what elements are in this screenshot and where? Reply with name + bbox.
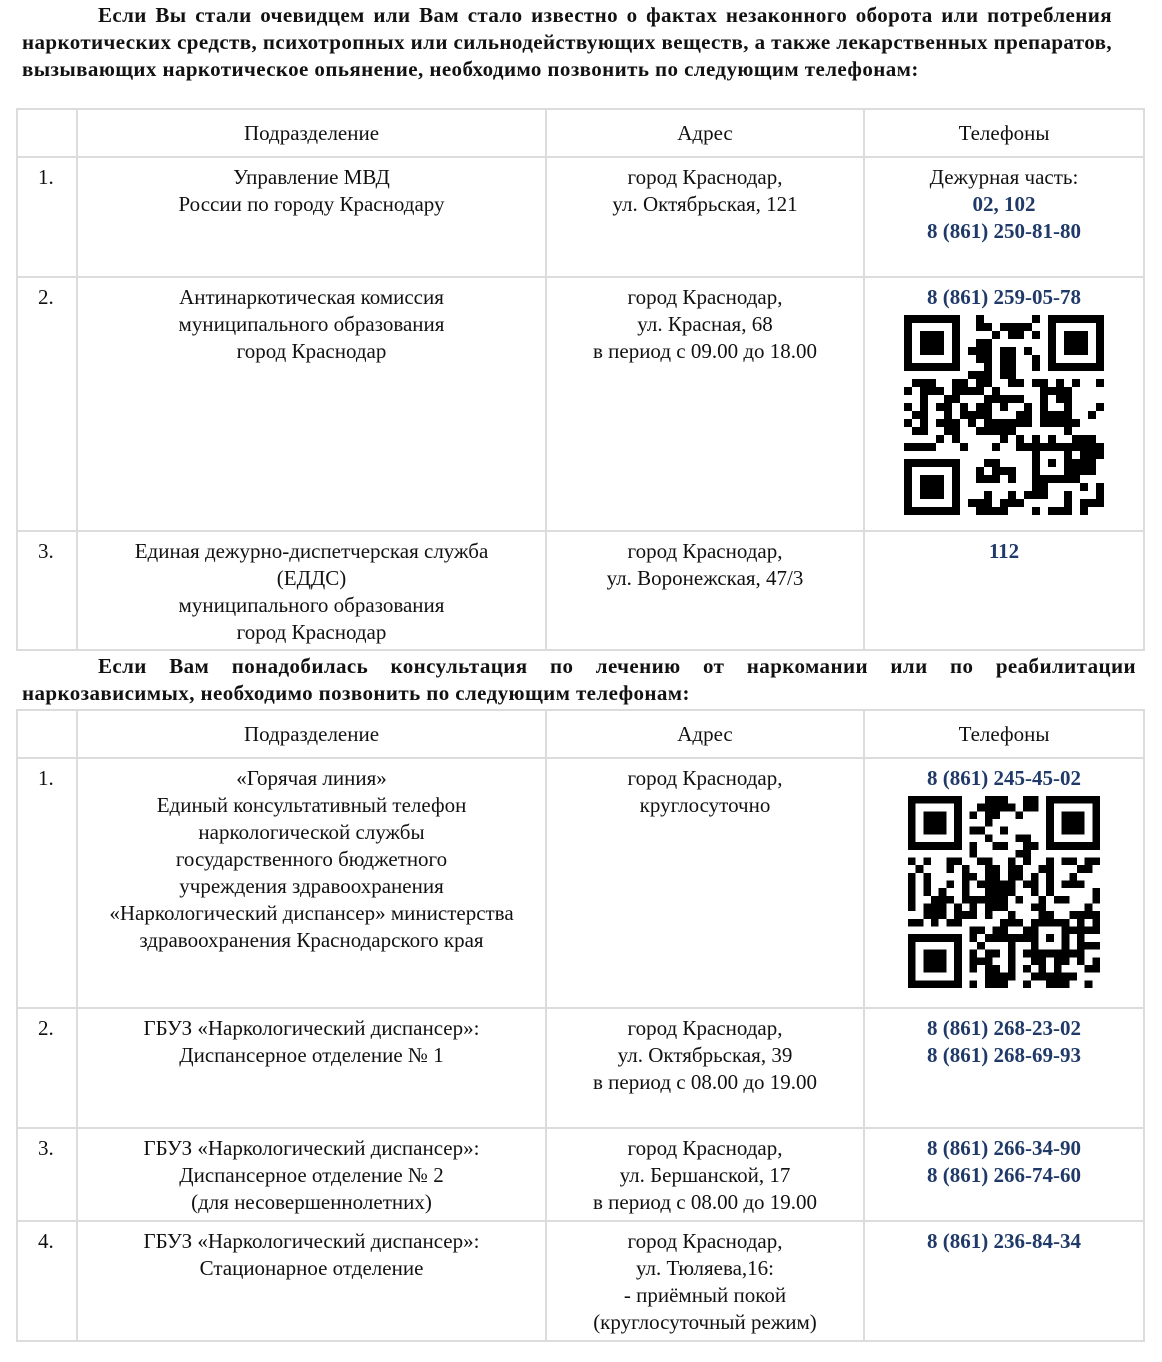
phone-number[interactable]: 112 (988, 539, 1020, 563)
phones-cell (864, 531, 1144, 650)
division-line: «Наркологический диспансер» министерства (109, 901, 514, 925)
address-line: круглосуточно (639, 793, 771, 817)
address-line: в период с 09.00 до 18.00 (592, 339, 818, 363)
phone-number[interactable]: 8 (861) 236-84-34 (927, 1229, 1081, 1253)
division-cell (77, 277, 546, 531)
phone-number[interactable]: 8 (861) 266-34-90 (927, 1136, 1081, 1160)
phone-number[interactable]: 02, 102 (972, 192, 1036, 216)
division-cell (77, 758, 546, 1008)
phone-number[interactable]: 8 (861) 259-05-78 (927, 285, 1081, 309)
header-num (17, 109, 77, 157)
row-number: 4. (17, 1221, 77, 1341)
division-line: (для несовершеннолетних) (191, 1190, 432, 1214)
division-line: ГБУЗ «Наркологический диспансер»: (143, 1136, 480, 1160)
row-number: 1. (17, 758, 77, 1008)
division-line: «Горячая линия» (236, 766, 387, 790)
phones-cell (864, 277, 1144, 531)
table-row (17, 758, 1144, 1008)
division-line: Антинаркотическая комиссия (179, 285, 444, 309)
row-number: 3. (17, 1128, 77, 1221)
address-cell (546, 531, 864, 650)
phones-cell (864, 1008, 1144, 1128)
phone-number[interactable]: 8 (861) 266-74-60 (927, 1163, 1081, 1187)
division-line: муниципального образования (178, 312, 445, 336)
phones-cell (864, 758, 1144, 1008)
address-line: город Краснодар, (627, 766, 783, 790)
division-line: России по городу Краснодару (178, 192, 445, 216)
address-cell (546, 1008, 864, 1128)
intro-paragraph-2: Если Вам понадобилась консультация по лечению от наркомании или по реабилитации наркозависимых, необходимо позвонить по следующим телефонам: (22, 654, 1136, 705)
address-line: город Краснодар, (627, 1136, 783, 1160)
division-line: учреждения здравоохранения (179, 874, 444, 898)
division-line: муниципального образования (178, 593, 445, 617)
header-address: Адрес (546, 109, 864, 157)
qr-code-icon[interactable] (908, 796, 1100, 988)
table-row (17, 277, 1144, 531)
phone-label: Дежурная часть: (929, 165, 1079, 189)
address-cell (546, 1128, 864, 1221)
division-line: Единая дежурно-диспетчерская служба (134, 539, 489, 563)
address-line: ул. Тюляева,16: (635, 1256, 774, 1280)
address-cell (546, 1221, 864, 1341)
header-num (17, 710, 77, 758)
division-line: (ЕДДС) (276, 566, 347, 590)
header-phones: Телефоны (864, 710, 1144, 758)
division-line: город Краснодар (236, 339, 387, 363)
division-line: здравоохранения Краснодарского края (139, 928, 484, 952)
table-row (17, 1128, 1144, 1221)
division-line: ГБУЗ «Наркологический диспансер»: (143, 1016, 480, 1040)
header-division: Подразделение (77, 710, 546, 758)
division-cell (77, 1008, 546, 1128)
division-line: Стационарное отделение (199, 1256, 424, 1280)
address-cell (546, 277, 864, 531)
row-number: 1. (17, 157, 77, 277)
header-address: Адрес (546, 710, 864, 758)
division-line: государственного бюджетного (175, 847, 448, 871)
address-line: город Краснодар, (627, 1229, 783, 1253)
division-cell (77, 1128, 546, 1221)
phone-number[interactable]: 8 (861) 268-23-02 (927, 1016, 1081, 1040)
division-line: Диспансерное отделение № 2 (179, 1163, 444, 1187)
table-header-row (17, 109, 1144, 157)
table-row (17, 1221, 1144, 1341)
contacts-table-2 (16, 709, 1145, 1342)
division-line: наркологической службы (198, 820, 425, 844)
division-cell (77, 157, 546, 277)
qr-code-icon[interactable] (904, 315, 1104, 515)
table-header-row (17, 710, 1144, 758)
address-line: город Краснодар, (627, 539, 783, 563)
division-line: ГБУЗ «Наркологический диспансер»: (143, 1229, 480, 1253)
division-line: город Краснодар (236, 620, 387, 644)
address-line: ул. Воронежская, 47/3 (606, 566, 804, 590)
header-phones: Телефоны (864, 109, 1144, 157)
phones-cell (864, 1221, 1144, 1341)
address-line: (круглосуточный режим) (593, 1310, 817, 1334)
table-row (17, 157, 1144, 277)
phone-number[interactable]: 8 (861) 268-69-93 (927, 1043, 1081, 1067)
division-line: Диспансерное отделение № 1 (179, 1043, 444, 1067)
row-number: 2. (17, 277, 77, 531)
address-line: - приёмный покой (623, 1283, 787, 1307)
phones-cell (864, 1128, 1144, 1221)
address-line: ул. Бершанской, 17 (619, 1163, 791, 1187)
address-line: ул. Октябрьская, 121 (612, 192, 798, 216)
address-line: город Краснодар, (627, 165, 783, 189)
phone-number[interactable]: 8 (861) 245-45-02 (927, 766, 1081, 790)
address-cell (546, 157, 864, 277)
contacts-table-1 (16, 108, 1145, 651)
address-cell (546, 758, 864, 1008)
address-line: ул. Красная, 68 (637, 312, 773, 336)
intro-paragraph-1: Если Вы стали очевидцем или Вам стало известно о фактах незаконного оборота или потребления наркотических средств, психотропных или сильнодействующих веществ, а также лекарственных препаратов, вызывающих наркотическое опьянение, необходимо позвонить по следующим телефонам: (22, 3, 1112, 81)
phone-number[interactable]: 8 (861) 250-81-80 (927, 219, 1081, 243)
row-number: 3. (17, 531, 77, 650)
division-line: Управление МВД (233, 165, 390, 189)
phones-cell (864, 157, 1144, 277)
division-line: Единый консультативный телефон (156, 793, 467, 817)
address-line: ул. Октябрьская, 39 (617, 1043, 793, 1067)
address-line: в период с 08.00 до 19.00 (592, 1070, 818, 1094)
row-number: 2. (17, 1008, 77, 1128)
division-cell (77, 1221, 546, 1341)
address-line: город Краснодар, (627, 1016, 783, 1040)
division-cell (77, 531, 546, 650)
table-row (17, 531, 1144, 650)
header-division: Подразделение (77, 109, 546, 157)
address-line: в период с 08.00 до 19.00 (592, 1190, 818, 1214)
address-line: город Краснодар, (627, 285, 783, 309)
table-row (17, 1008, 1144, 1128)
